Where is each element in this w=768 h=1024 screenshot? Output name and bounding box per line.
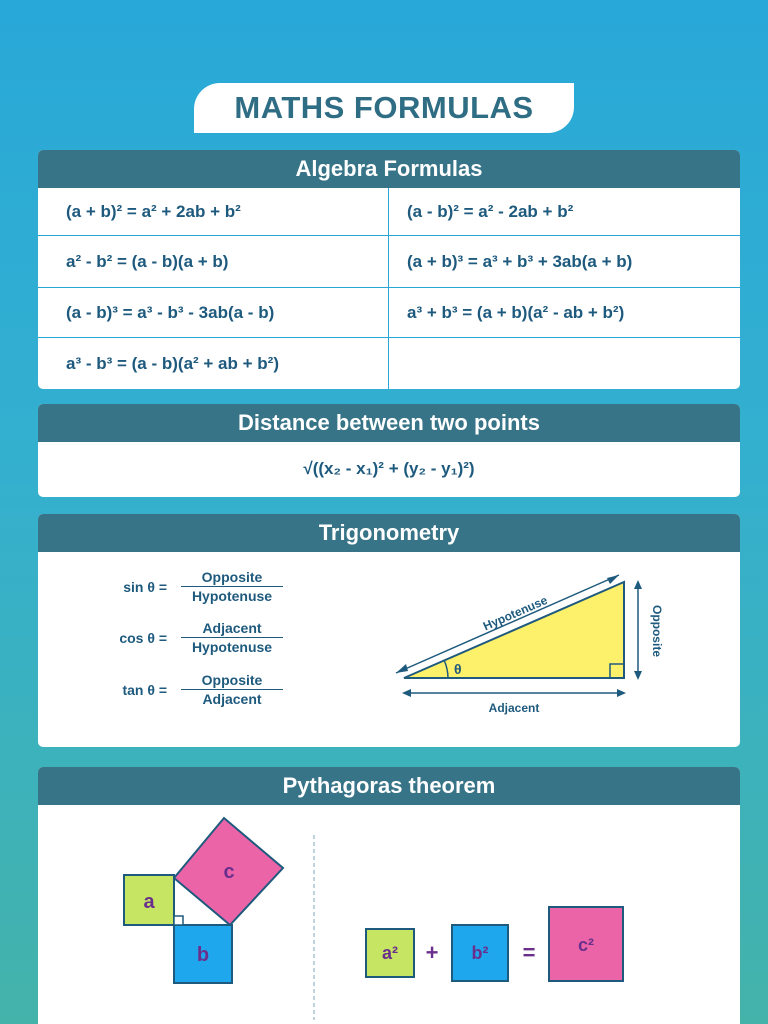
right-angle-mark-pyth: [174, 916, 183, 925]
plus-sign: +: [425, 940, 439, 965]
eq-a-label: a²: [381, 943, 399, 963]
opp-arrowhead-bottom: [634, 671, 642, 680]
equals-sign: =: [522, 940, 536, 965]
distance-header: Distance between two points: [38, 404, 740, 442]
opposite-label: Opposite: [650, 604, 664, 657]
formula-7: a³ - b³ = (a - b)(a² + ab + b²): [38, 338, 389, 389]
sin-denominator: Hypotenuse: [191, 588, 273, 604]
distance-card: [38, 404, 740, 497]
triangle-shape: [404, 582, 624, 678]
tan-label: tan θ =: [122, 681, 167, 698]
formula-4: (a + b)³ = a³ + b³ + 3ab(a + b): [389, 236, 740, 288]
formula-1: (a + b)² = a² + 2ab + b²: [38, 188, 389, 236]
hyp-arrowhead-start: [396, 664, 408, 673]
adjacent-label: Adjacent: [488, 701, 540, 715]
title-banner: [194, 83, 574, 133]
algebra-card: [38, 150, 740, 389]
sin-label: sin θ =: [123, 578, 167, 595]
pythagoras-diagram: [38, 805, 740, 1024]
algebra-table: [38, 188, 740, 389]
trig-header: Trigonometry: [38, 514, 740, 552]
trig-card: [38, 514, 740, 747]
tan-numerator: Opposite: [181, 672, 283, 690]
formula-2: (a - b)² = a² - 2ab + b²: [389, 188, 740, 236]
eq-c-label: c²: [577, 935, 595, 955]
theta-label: θ: [454, 661, 462, 677]
hypotenuse-label: Hypotenuse: [481, 593, 550, 634]
hyp-arrowhead-end: [607, 575, 619, 584]
formula-6: a³ + b³ = (a + b)(a² - ab + b²): [389, 288, 740, 338]
algebra-header: Algebra Formulas: [38, 150, 740, 188]
tan-formula: [95, 672, 283, 707]
tan-denominator: Adjacent: [202, 691, 262, 707]
tan-fraction: [181, 672, 283, 707]
right-triangle-diagram: [388, 569, 668, 729]
cos-formula: [95, 620, 283, 655]
formula-8-empty: [389, 338, 740, 389]
eq-b-label: b²: [471, 943, 489, 963]
distance-formula: [38, 442, 740, 496]
opp-arrowhead-top: [634, 580, 642, 589]
pythagoras-card: [38, 767, 740, 1024]
cos-denominator: Hypotenuse: [191, 639, 273, 655]
adj-arrowhead-left: [402, 689, 411, 697]
cos-fraction: [181, 620, 283, 655]
pythagoras-header: Pythagoras theorem: [38, 767, 740, 805]
formula-5: (a - b)³ = a³ - b³ - 3ab(a - b): [38, 288, 389, 338]
cos-label: cos θ =: [119, 629, 167, 646]
adj-arrowhead-right: [617, 689, 626, 697]
square-b-label: b: [196, 944, 210, 966]
sin-fraction: [181, 569, 283, 604]
cos-numerator: Adjacent: [181, 620, 283, 638]
distance-formula-text: √((x₂ - x₁)² + (y₂ - y₁)²): [303, 459, 475, 478]
square-a-label: a: [143, 891, 155, 913]
formula-3: a² - b² = (a - b)(a + b): [38, 236, 389, 288]
page-title: MATHS FORMULAS: [234, 90, 534, 125]
square-c-label: c: [223, 861, 235, 883]
sin-formula: [95, 569, 283, 604]
sin-numerator: Opposite: [181, 569, 283, 587]
